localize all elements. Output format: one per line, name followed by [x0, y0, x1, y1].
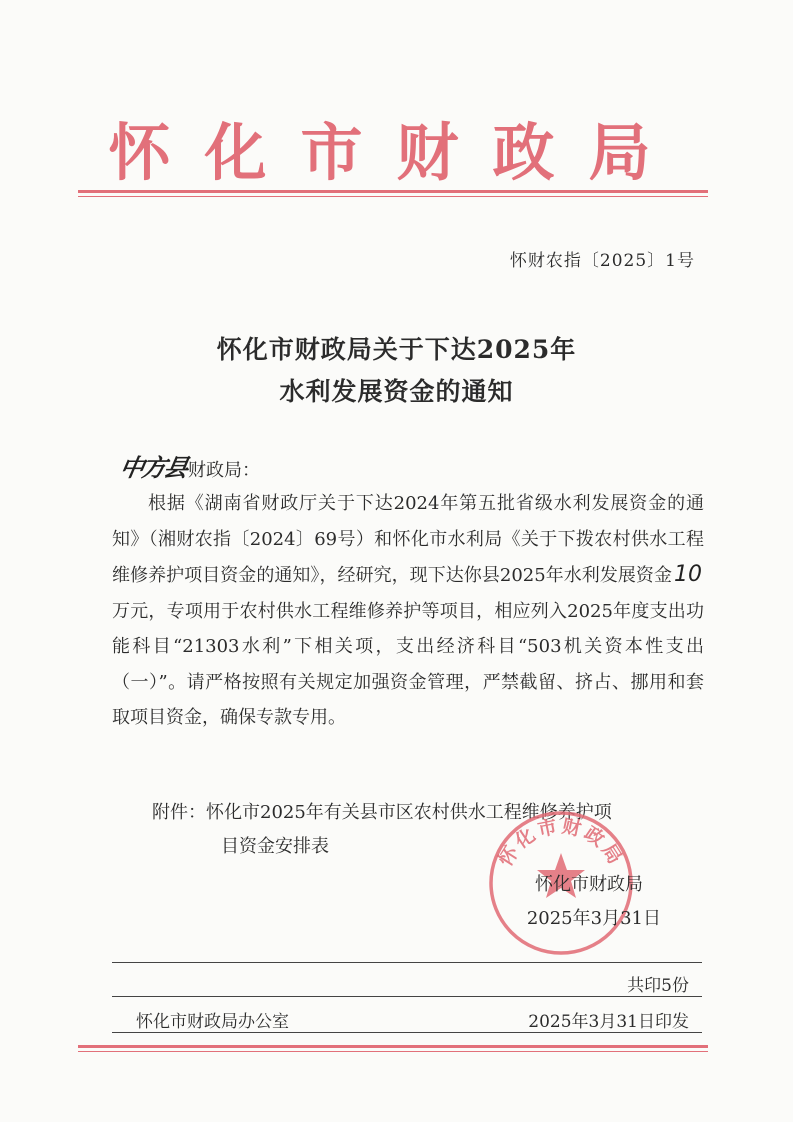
attachment-line-1: 附件：怀化市2025年有关县市区农村供水工程维修养护项: [152, 802, 612, 823]
footer-rule-bottom: [112, 1032, 702, 1033]
recipient-printed-suffix: 财政局：: [188, 460, 260, 481]
attachment-line-2: 目资金安排表: [221, 836, 329, 857]
document-title-line-1: 怀化市财政局关于下达2025年: [216, 335, 577, 364]
notice-body: [112, 486, 704, 736]
footer-rule-top: [112, 962, 702, 963]
footer-red-rule-thick: [78, 1045, 708, 1048]
signature-org: 怀化市财政局: [535, 874, 643, 895]
document-number: 怀财农指〔2025〕1号: [509, 251, 695, 271]
footer-rule-middle: [112, 996, 702, 997]
recipient-handwritten-name: 中方县: [117, 454, 189, 482]
signature-date: 2025年3月31日: [526, 908, 661, 929]
document-title-line-2: 水利发展资金的通知: [279, 377, 514, 406]
body-text-part-1: 根据《湖南省财政厅关于下达2024年第五批省级水利发展资金的通知》（湘财农指〔2024〕69号）和怀化市水利局《关于下拨农村供水工程维修养护项目资金的通知》，经研究，现下达你县2025年水利发展资金: [112, 493, 704, 586]
copies-count: 共印5份: [627, 976, 689, 996]
notice-body-paragraph: [112, 486, 704, 736]
seal-text: 怀化市财政局: [494, 815, 628, 871]
issue-date: 2025年3月31日印发: [528, 1012, 689, 1032]
letterhead-red-rule-thick: [78, 190, 708, 193]
footer-red-rule-thin: [78, 1051, 708, 1052]
letterhead-org-name: 怀化市财政局: [108, 116, 685, 189]
recipient: [117, 450, 260, 486]
issuing-office: 怀化市财政局办公室: [136, 1012, 289, 1032]
handwritten-amount: 10: [674, 562, 702, 587]
body-text-part-2: 万元，专项用于农村供水工程维修养护等项目，相应列入2025年度支出功能科目“21303水利”下相关项，支出经济科目“503机关资本性支出（一）”。请严格按照有关规定加强资金管理，严禁截留、挤占、挪用和套取项目资金，确保专款专用。: [112, 600, 704, 728]
letterhead-red-rule-thin: [78, 196, 708, 197]
